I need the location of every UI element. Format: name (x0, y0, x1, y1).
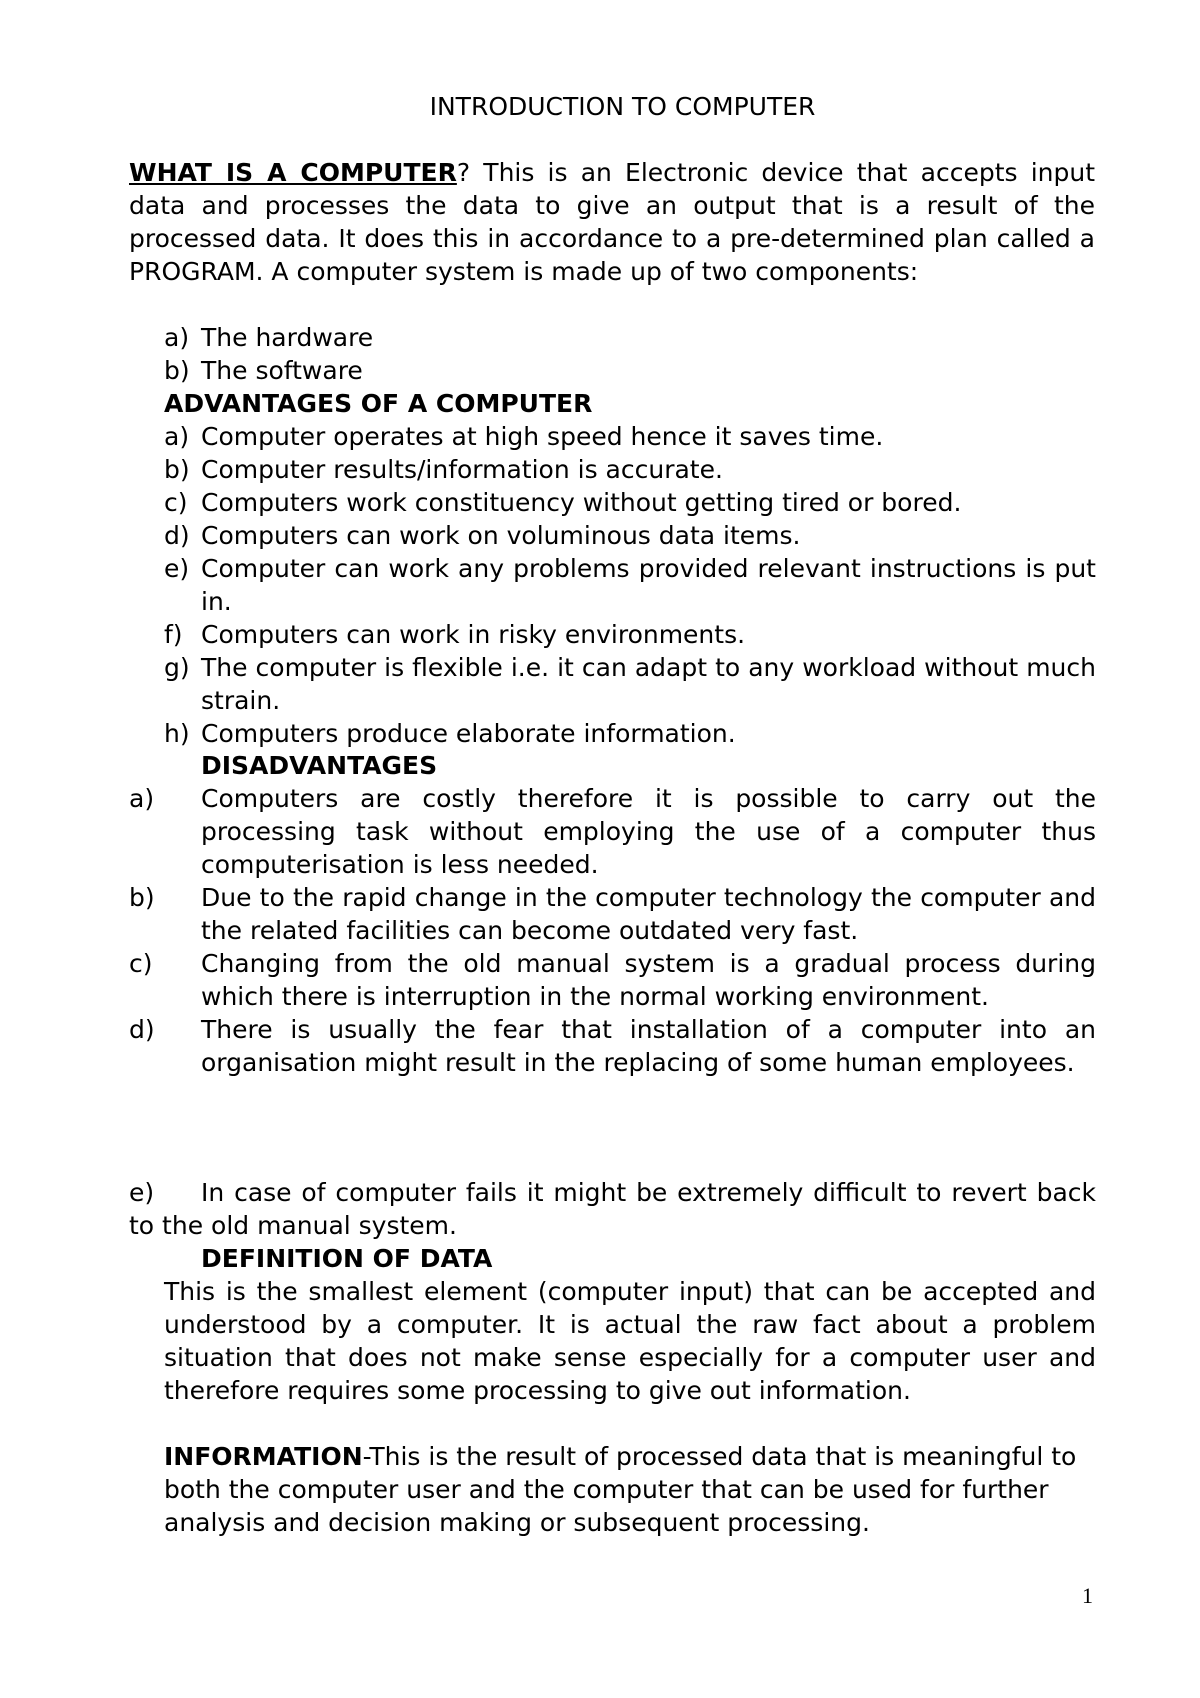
list-label: c) (129, 949, 153, 978)
list-text: Computers work constituency without getting tired or bored. (201, 488, 962, 517)
list-item (164, 519, 1096, 552)
list-label: h) (164, 719, 190, 748)
page-title: INTRODUCTION TO COMPUTER (429, 92, 816, 121)
list-text: Computer can work any problems provided relevant instructions is put in. (201, 554, 1096, 616)
list-label: d) (129, 1015, 155, 1044)
list-text: In case of computer fails it might be extremely difficult to revert back to the old manual system. (129, 1178, 1096, 1240)
list-label: c) (164, 488, 188, 517)
list-label: d) (164, 521, 190, 550)
list-label: b) (164, 356, 190, 385)
list-label: g) (164, 653, 190, 682)
list-item (129, 947, 1096, 1013)
list-text: Computers can work in risky environments. (201, 620, 746, 649)
list-label: e) (129, 1178, 155, 1207)
list-text: Computer results/information is accurate. (201, 455, 723, 484)
definition-paragraph: This is the smallest element (computer input) that can be accepted and understood by a computer. It is actual the raw fact about a problem situation that does not make sense especially for a computer user and therefore requires some processing to give out information. (164, 1277, 1096, 1405)
list-item (164, 486, 1096, 519)
information-paragraph (164, 1440, 1096, 1539)
list-item (164, 717, 1096, 750)
advantages-list (164, 420, 1096, 750)
list-text: Computers produce elaborate information. (201, 719, 736, 748)
list-item (164, 453, 1096, 486)
list-text: Computers are costly therefore it is possible to carry out the processing task without employing the use of a computer thus computerisation is less needed. (201, 784, 1096, 879)
disadvantages-heading: DISADVANTAGES (201, 751, 438, 780)
intro-question: WHAT IS A COMPUTER (129, 158, 457, 187)
list-text: The software (201, 356, 363, 385)
list-text: The hardware (201, 323, 374, 352)
information-heading: INFORMATION (164, 1442, 363, 1471)
list-label: e) (164, 554, 190, 583)
list-item (164, 618, 1096, 651)
intro-text: ? This is an Electronic device that accepts input data and processes the data to give an output that is a result of the processed data. It does this in accordance to a pre-determined plan called a PROGRAM. A computer system is made up of two components: (129, 158, 1095, 286)
list-label: a) (164, 422, 190, 451)
list-label: f) (164, 620, 183, 649)
list-label: b) (129, 883, 155, 912)
list-text: Computer operates at high speed hence it saves time. (201, 422, 884, 451)
list-item (129, 881, 1096, 947)
list-label: a) (164, 323, 190, 352)
list-item (129, 1013, 1096, 1079)
list-item (129, 782, 1096, 881)
intro-paragraph (129, 156, 1095, 288)
list-text: The computer is flexible i.e. it can adapt to any workload without much strain. (201, 653, 1096, 715)
list-item (164, 354, 1096, 387)
components-list (164, 321, 1096, 387)
list-text: Changing from the old manual system is a gradual process during which there is interruption in the normal working environment. (201, 949, 1096, 1011)
list-label: a) (129, 784, 155, 813)
information-text: -This is the result of processed data that is meaningful to both the computer user and the computer that can be used for further analysis and decision making or subsequent processing. (164, 1442, 1077, 1537)
page-number: 1 (1082, 1583, 1093, 1608)
disadvantages-list (129, 782, 1096, 1079)
list-item (164, 651, 1096, 717)
advantages-heading: ADVANTAGES OF A COMPUTER (164, 389, 593, 418)
definition-heading: DEFINITION OF DATA (201, 1244, 493, 1273)
list-label: b) (164, 455, 190, 484)
list-text: Due to the rapid change in the computer technology the computer and the related facilities can become outdated very fast. (201, 883, 1096, 945)
list-text: Computers can work on voluminous data items. (201, 521, 801, 550)
disadvantage-last-item (129, 1176, 1096, 1242)
list-item (164, 552, 1096, 618)
list-item (164, 321, 1096, 354)
list-item (164, 420, 1096, 453)
list-text: There is usually the fear that installation of a computer into an organisation might result in the replacing of some human employees. (201, 1015, 1096, 1077)
